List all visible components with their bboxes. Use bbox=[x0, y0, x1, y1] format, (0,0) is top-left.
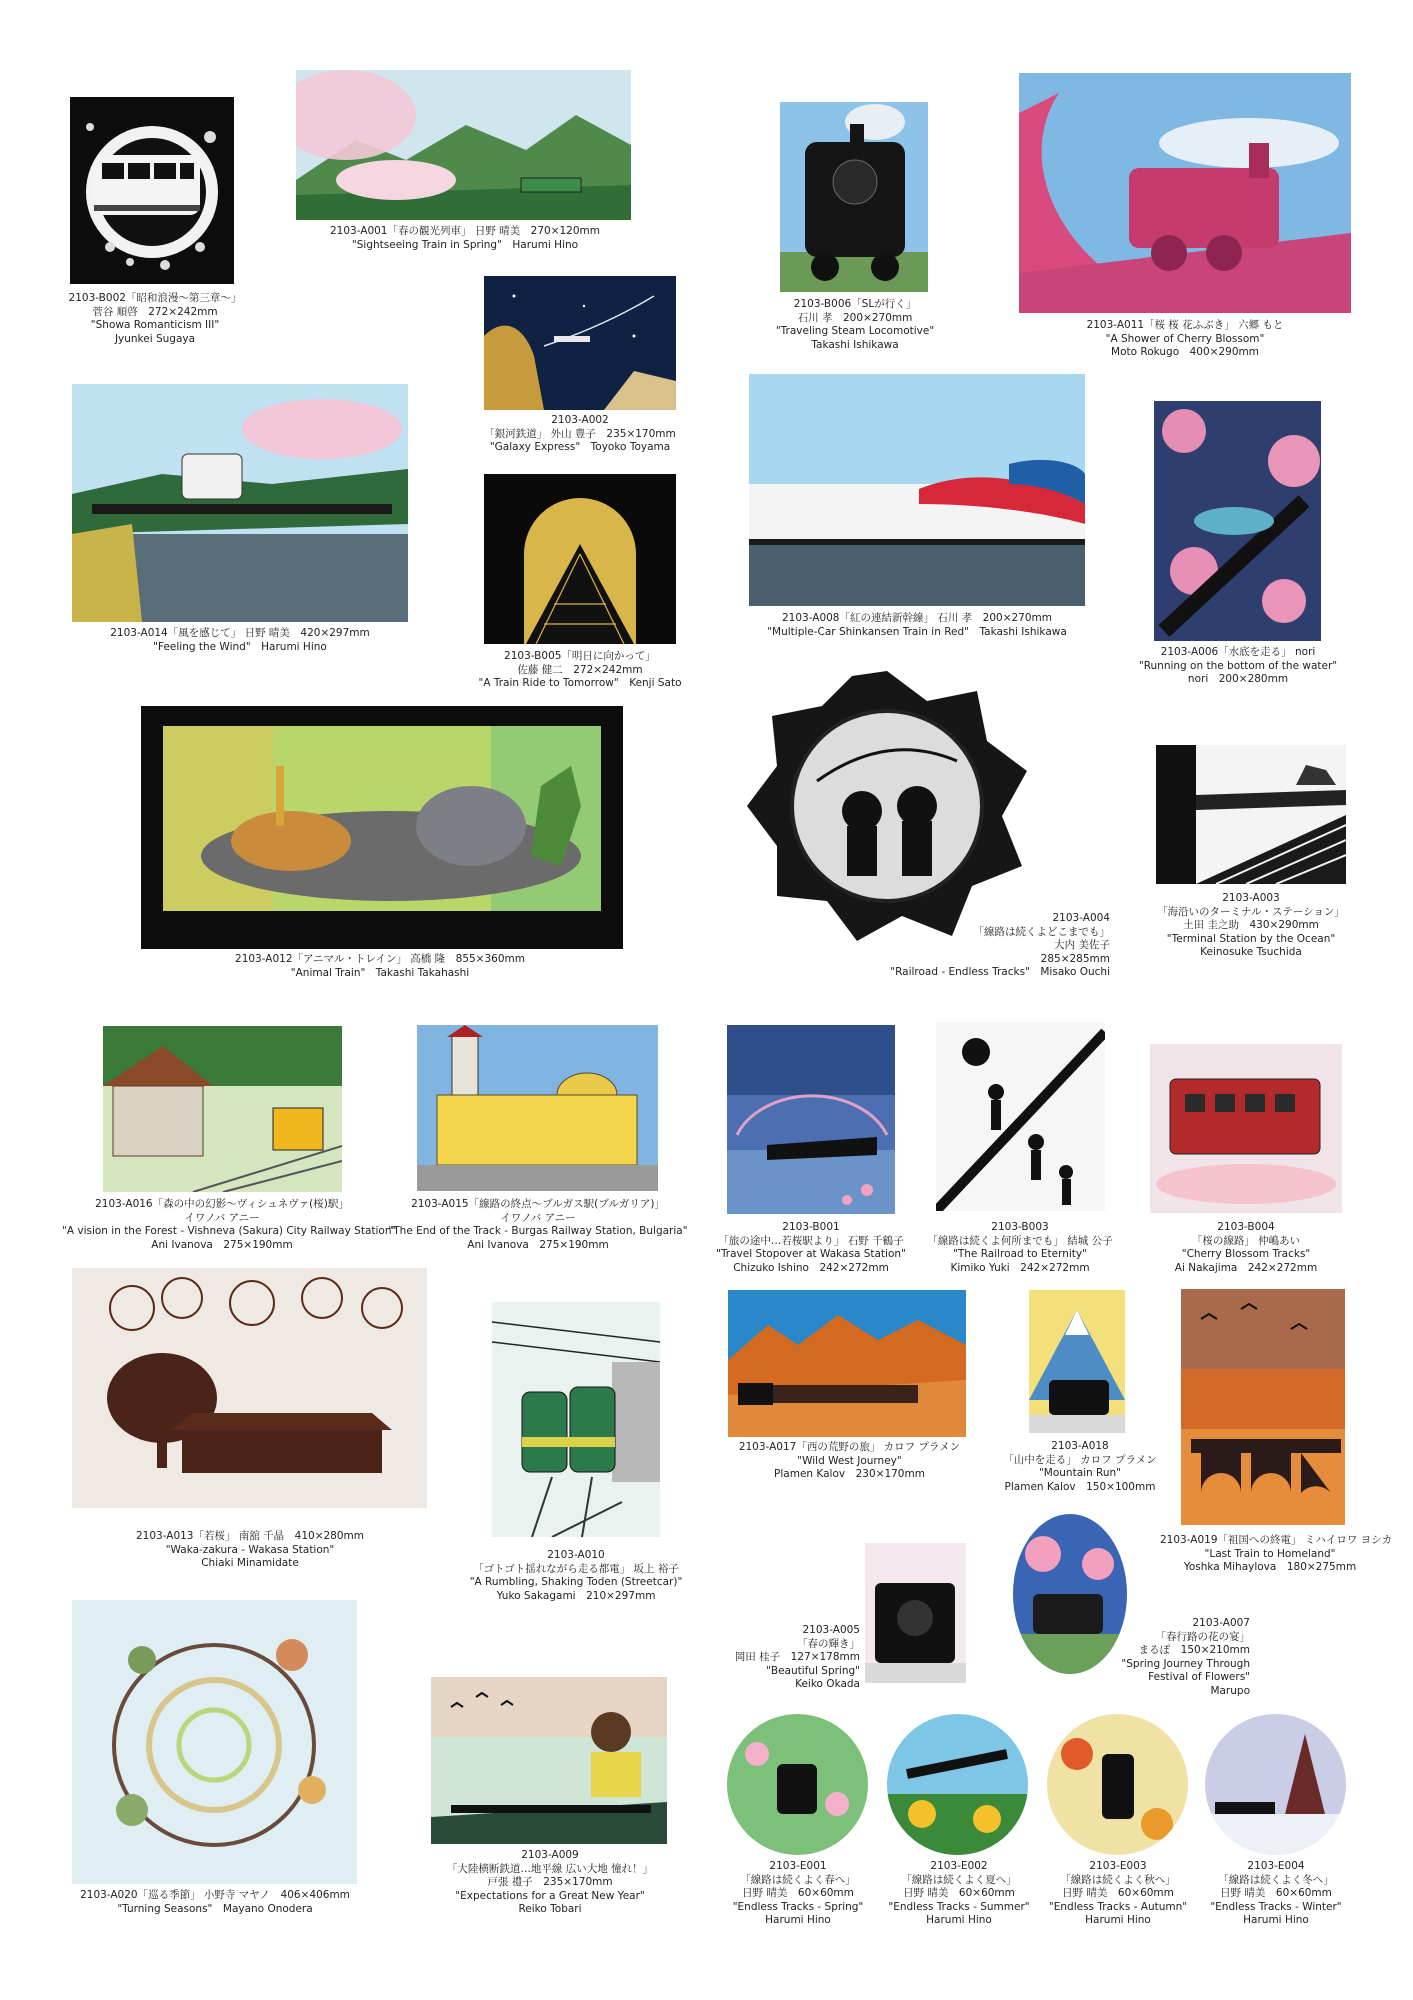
artwork-e002-image bbox=[887, 1714, 1028, 1855]
caption-line: 2103-A012「アニマル・トレイン」 高橋 隆 855×360mm bbox=[235, 953, 525, 965]
caption-line: "Waka-zakura - Wakasa Station" bbox=[165, 1543, 335, 1556]
caption-line: "The End of the Track - Burgas Railway Station, Bulgaria" bbox=[388, 1225, 688, 1237]
caption-e002 bbox=[881, 1860, 1037, 1928]
artwork-a014-image bbox=[72, 384, 408, 622]
caption-line: 2103-A019「祖国への終電」 ミハイロワ ヨシカ bbox=[1160, 1534, 1393, 1546]
caption-artist-size: まるぽ 150×210mm bbox=[1138, 1644, 1250, 1656]
caption-a007 bbox=[1090, 1617, 1250, 1698]
caption-line: 2103-A013「若桜」 南舘 千晶 410×280mm bbox=[135, 1530, 365, 1542]
caption-line: "Turning Seasons" Mayano Onodera bbox=[117, 1902, 313, 1915]
caption-line: Yuko Sakagami 210×297mm bbox=[496, 1589, 656, 1602]
caption-artist-en: Keinosuke Tsuchida bbox=[1200, 946, 1302, 958]
caption-artist-en: Jyunkei Sugaya bbox=[114, 332, 196, 345]
caption-line: 「桜の線路」 仲嶋あい bbox=[1191, 1234, 1301, 1247]
artwork-b003-image bbox=[936, 1022, 1105, 1211]
artwork-b006-image bbox=[780, 102, 928, 292]
caption-code: 2103-B001 bbox=[782, 1221, 840, 1233]
caption-line: "Multiple-Car Shinkansen Train in Red" Takashi Ishikawa bbox=[767, 625, 1067, 638]
artwork-a019-image bbox=[1181, 1289, 1345, 1525]
caption-line: "A vision in the Forest - Vishneva (Sakura) City Railway Station" bbox=[62, 1225, 397, 1237]
caption-a018 bbox=[990, 1440, 1170, 1494]
caption-artist-en: Harumi Hino bbox=[765, 1914, 831, 1926]
caption-artist-en: Takashi Ishikawa bbox=[811, 338, 899, 351]
caption-b005 bbox=[460, 650, 700, 691]
caption-line: イワノバ アニー bbox=[184, 1211, 260, 1224]
caption-a017 bbox=[727, 1441, 972, 1482]
artwork-a010-image bbox=[492, 1302, 660, 1537]
caption-artist-size: 日野 晴美 60×60mm bbox=[1062, 1887, 1174, 1899]
caption-e003 bbox=[1040, 1860, 1196, 1928]
caption-line: "The Railroad to Eternity" bbox=[953, 1248, 1087, 1260]
caption-a008 bbox=[745, 612, 1089, 639]
caption-code: 2103-A018 bbox=[1051, 1440, 1109, 1452]
artwork-b002-image bbox=[70, 97, 234, 284]
caption-title-en: "Endless Tracks - Spring" bbox=[732, 1900, 864, 1913]
caption-size: 285×285mm bbox=[1040, 952, 1110, 965]
caption-line: Ani Ivanova 275×190mm bbox=[467, 1238, 609, 1251]
caption-code: 2103-B004 bbox=[1217, 1221, 1275, 1233]
caption-line: "Cherry Blossom Tracks" bbox=[1181, 1248, 1311, 1260]
caption-code: 2103-B003 bbox=[991, 1221, 1049, 1233]
caption-line: Reiko Tobari bbox=[518, 1903, 582, 1915]
artwork-e003-image bbox=[1047, 1714, 1188, 1855]
caption-a019 bbox=[1160, 1534, 1393, 1575]
caption-e001 bbox=[722, 1860, 874, 1928]
caption-a001 bbox=[300, 225, 630, 252]
caption-artist-en: Harumi Hino bbox=[1085, 1914, 1151, 1926]
caption-line: "A Rumbling, Shaking Toden (Streetcar)" bbox=[469, 1576, 683, 1588]
caption-line: 2103-A017「西の荒野の旅」 カロフ プラメン bbox=[738, 1441, 961, 1453]
caption-code: 2103-E004 bbox=[1247, 1860, 1305, 1872]
caption-line: "A Shower of Cherry Blossom" bbox=[1105, 332, 1265, 345]
caption-a009 bbox=[425, 1849, 675, 1917]
caption-line: "Expectations for a Great New Year" bbox=[455, 1889, 645, 1902]
artwork-a002-image bbox=[484, 276, 676, 410]
caption-line: "Travel Stopover at Wakasa Station" bbox=[716, 1248, 906, 1260]
caption-artist-en: Harumi Hino bbox=[926, 1914, 992, 1926]
caption-b003 bbox=[910, 1221, 1130, 1275]
caption-code: 2103-A007 bbox=[1192, 1617, 1250, 1629]
caption-artist-size: 日野 晴美 60×60mm bbox=[1220, 1887, 1332, 1899]
caption-line: 「ゴトゴト揺れながら走る都電」 坂上 裕子 bbox=[473, 1562, 679, 1575]
artwork-a001-image bbox=[296, 70, 631, 220]
caption-a012 bbox=[210, 953, 550, 980]
caption-code: 2103-E002 bbox=[930, 1860, 988, 1872]
caption-title-en: Festival of Flowers" bbox=[1148, 1671, 1250, 1683]
caption-artist-size: 菅谷 順啓 272×242mm bbox=[92, 305, 218, 318]
caption-line: Kimiko Yuki 242×272mm bbox=[950, 1261, 1090, 1274]
caption-title-en: "Endless Tracks - Summer" bbox=[888, 1900, 1030, 1913]
caption-title-en: "Railroad - Endless Tracks" Misako Ouchi bbox=[890, 966, 1110, 978]
caption-b001 bbox=[701, 1221, 921, 1275]
caption-a002 bbox=[462, 414, 698, 455]
caption-line: 戸張 禮子 235×170mm bbox=[487, 1876, 613, 1888]
caption-line: イワノバ アニー bbox=[500, 1211, 576, 1224]
caption-line: 2103-A008「紅の連結新幹線」 石川 孝 200×270mm bbox=[781, 612, 1052, 624]
caption-b002 bbox=[55, 292, 255, 346]
caption-artist-en: Marupo bbox=[1210, 1684, 1250, 1697]
artwork-a017-image bbox=[728, 1290, 966, 1437]
caption-line: 2103-A016「森の中の幻影〜ヴィシュネヴァ(桜)駅」 bbox=[95, 1198, 349, 1210]
caption-line: 2103-A020「巡る季節」 小野寺 マヤノ 406×406mm bbox=[80, 1889, 350, 1901]
caption-line: 「大陸横断鉄道…地平線 広い大地 憧れ！」 bbox=[446, 1862, 654, 1875]
caption-line: "Galaxy Express" Toyoko Toyama bbox=[489, 441, 671, 453]
caption-line: "Sightseeing Train in Spring" Harumi Hino bbox=[351, 238, 579, 251]
caption-title-en: "Endless Tracks - Winter" bbox=[1210, 1900, 1342, 1913]
caption-b004 bbox=[1146, 1221, 1346, 1275]
artwork-a004-image bbox=[747, 671, 1027, 941]
caption-code: 2103-B006「SLが行く」 bbox=[793, 298, 917, 310]
artwork-a016-image bbox=[103, 1026, 342, 1192]
caption-title-en: "A Train Ride to Tomorrow" Kenji Sato bbox=[478, 677, 682, 689]
artwork-a003-image bbox=[1156, 745, 1346, 884]
caption-line: "Wild West Journey" bbox=[797, 1454, 902, 1467]
caption-line: Plamen Kalov 150×100mm bbox=[1004, 1480, 1156, 1493]
caption-code: 2103-A009 bbox=[521, 1849, 579, 1861]
caption-artist-size: 岡田 桂子 127×178mm bbox=[734, 1651, 860, 1663]
caption-code: 2103-A004 bbox=[1052, 912, 1110, 924]
caption-title-en: "Showa Romanticism III" bbox=[90, 319, 220, 331]
caption-a003 bbox=[1131, 892, 1371, 960]
caption-title-en: "Endless Tracks - Autumn" bbox=[1048, 1900, 1188, 1913]
caption-title-ja: 「線路は続くよく夏へ」 bbox=[901, 1873, 1017, 1886]
caption-line: Ai Nakajima 242×272mm bbox=[1174, 1261, 1318, 1274]
caption-title-en: "Running on the bottom of the water" bbox=[1138, 659, 1338, 672]
caption-title-ja: 「線路は続くよどこまでも」 bbox=[973, 925, 1110, 938]
artwork-b001-image bbox=[727, 1025, 895, 1214]
caption-line: Yoshka Mihaylova 180×275mm bbox=[1183, 1561, 1357, 1573]
caption-line: "Feeling the Wind" Harumi Hino bbox=[153, 640, 327, 653]
artwork-a011-image bbox=[1019, 73, 1351, 313]
caption-a005 bbox=[700, 1624, 860, 1692]
caption-line: 「線路は続くよ何所までも」 結城 公子 bbox=[927, 1234, 1113, 1247]
caption-title-ja: 「春の輝き」 bbox=[797, 1637, 860, 1650]
caption-code: 2103-E001 bbox=[769, 1860, 827, 1872]
artwork-a005-image bbox=[865, 1543, 966, 1683]
artwork-a013-image bbox=[72, 1268, 427, 1508]
caption-artist-en: Harumi Hino bbox=[1243, 1914, 1309, 1926]
caption-line: 「旅の途中…若桜駅より」 石野 千鶴子 bbox=[718, 1234, 904, 1247]
caption-a006 bbox=[1118, 646, 1358, 687]
caption-title-en: "Traveling Steam Locomotive" bbox=[775, 325, 935, 337]
caption-code: 2103-A003 bbox=[1222, 892, 1280, 904]
artwork-b004-image bbox=[1150, 1044, 1342, 1213]
caption-line: Chiaki Minamidate bbox=[201, 1557, 299, 1569]
caption-artist-size: 佐藤 健二 272×242mm bbox=[517, 663, 643, 676]
caption-a015 bbox=[388, 1198, 688, 1252]
caption-title-ja: 「線路は続くよく冬へ」 bbox=[1218, 1873, 1334, 1886]
caption-title-en: "Beautiful Spring" bbox=[766, 1664, 860, 1677]
caption-code: 2103-A005 bbox=[802, 1624, 860, 1636]
artwork-e004-image bbox=[1205, 1714, 1346, 1855]
caption-code: 2103-A006「水底を走る」 nori bbox=[1160, 646, 1316, 658]
caption-line: 2103-A014「風を感じて」 日野 晴美 420×297mm bbox=[110, 627, 370, 639]
caption-a010 bbox=[446, 1549, 706, 1603]
caption-title-en: "Terminal Station by the Ocean" bbox=[1166, 932, 1336, 945]
caption-artist-size: 石川 孝 200×270mm bbox=[797, 311, 913, 324]
caption-line: 2103-A011「桜 桜 花ふぶき」 六郷 もと bbox=[1086, 319, 1284, 331]
caption-line: 「山中を走る」 カロフ プラメン bbox=[1003, 1453, 1157, 1466]
caption-title-en: "Spring Journey Through bbox=[1121, 1657, 1250, 1670]
caption-line: "Animal Train" Takashi Takahashi bbox=[290, 966, 470, 979]
caption-line: 2103-A015「線路の終点〜ブルガス駅(ブルガリア)」 bbox=[411, 1198, 665, 1210]
caption-line: Plamen Kalov 230×170mm bbox=[774, 1468, 925, 1480]
caption-artist-size: nori 200×280mm bbox=[1187, 673, 1289, 685]
artwork-a006-image bbox=[1154, 401, 1321, 641]
artwork-a015-image bbox=[417, 1025, 658, 1191]
caption-line: 2103-A001「春の観光列車」 日野 晴美 270×120mm bbox=[329, 225, 600, 237]
caption-title-ja: 「春行路の花の宴」 bbox=[1155, 1630, 1250, 1643]
caption-title-ja: 「線路は続くよく春へ」 bbox=[740, 1873, 856, 1886]
caption-artist-size: 日野 晴美 60×60mm bbox=[742, 1887, 854, 1899]
caption-a016 bbox=[62, 1198, 397, 1252]
artwork-b005-image bbox=[484, 474, 676, 644]
caption-a011 bbox=[1050, 319, 1320, 360]
caption-title-ja: 「線路は続くよく秋へ」 bbox=[1060, 1873, 1176, 1886]
artwork-a012-image bbox=[141, 706, 623, 949]
caption-line: Moto Rokugo 400×290mm bbox=[1111, 346, 1259, 358]
caption-code: 2103-A002 bbox=[551, 414, 609, 426]
caption-code: 2103-B002「昭和浪漫〜第三章〜」 bbox=[68, 292, 242, 304]
artwork-a018-image bbox=[1029, 1290, 1125, 1433]
artwork-e001-image bbox=[727, 1714, 868, 1855]
artwork-a009-image bbox=[431, 1677, 667, 1844]
caption-line: Ani Ivanova 275×190mm bbox=[151, 1238, 293, 1251]
caption-line: 「銀河鉄道」 外山 豊子 235×170mm bbox=[484, 427, 676, 440]
caption-a014 bbox=[80, 627, 400, 654]
caption-b006 bbox=[755, 298, 955, 352]
caption-artist-size: 日野 晴美 60×60mm bbox=[903, 1887, 1015, 1899]
caption-line: "Last Train to Homeland" bbox=[1204, 1547, 1336, 1560]
artwork-a020-image bbox=[72, 1600, 357, 1884]
caption-artist: 大内 美佐子 bbox=[1054, 939, 1110, 951]
caption-a020 bbox=[60, 1889, 370, 1916]
caption-artist-size: 土田 圭之助 430×290mm bbox=[1183, 919, 1319, 931]
caption-e004 bbox=[1198, 1860, 1354, 1928]
caption-code: 2103-B005「明日に向かって」 bbox=[504, 650, 656, 662]
caption-line: "Mountain Run" bbox=[1038, 1467, 1122, 1479]
caption-a013 bbox=[100, 1530, 400, 1571]
caption-title-ja: 「海沿いのターミナル・ステーション」 bbox=[1157, 905, 1345, 918]
caption-code: 2103-E003 bbox=[1089, 1860, 1147, 1872]
artwork-a008-image bbox=[749, 374, 1085, 606]
caption-a004 bbox=[850, 912, 1110, 980]
caption-code: 2103-A010 bbox=[547, 1549, 605, 1561]
caption-line: Chizuko Ishino 242×272mm bbox=[733, 1261, 889, 1274]
caption-artist-en: Keiko Okada bbox=[795, 1678, 860, 1690]
